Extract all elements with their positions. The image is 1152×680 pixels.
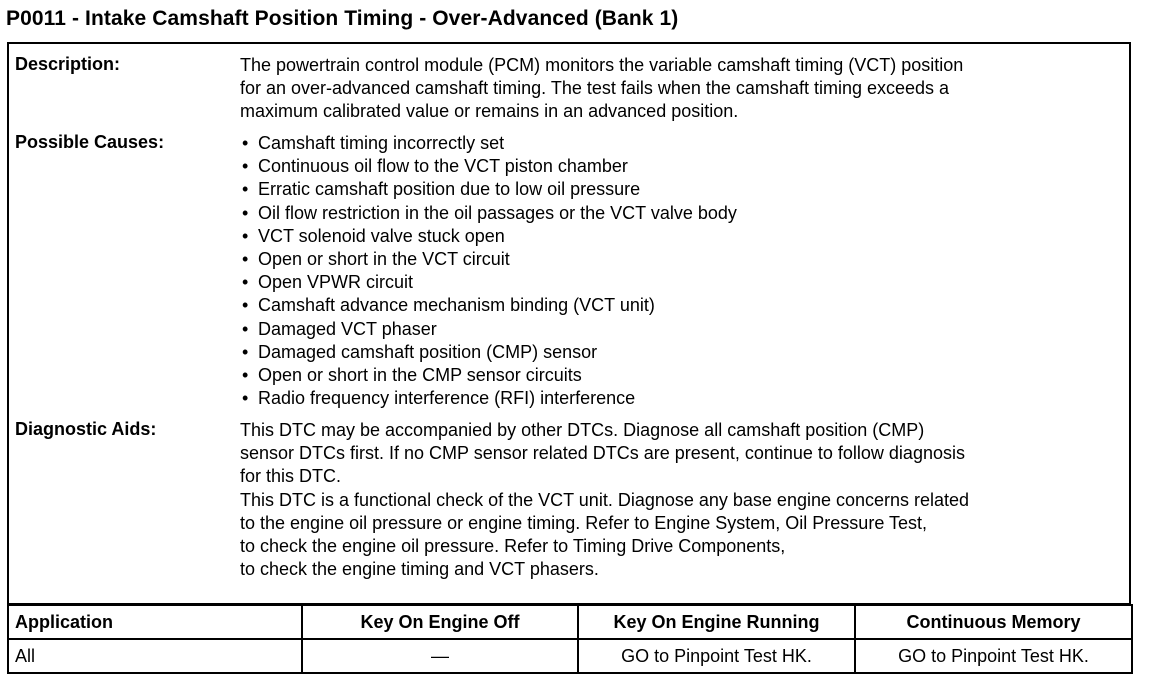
cause-item: • Damaged camshaft position (CMP) sensor <box>240 341 737 364</box>
diagnostic-aids-label: Diagnostic Aids: <box>15 419 157 439</box>
description-line: for an over-advanced camshaft timing. The test fails when the camshaft timing exceeds a <box>240 78 950 99</box>
diagnostic-aids-line: This DTC is a functional check of the VCT unit. Diagnose any base engine concerns related <box>240 489 970 510</box>
diagnostic-aids-line: This DTC may be accompanied by other DTCs. Diagnose all camshaft position (CMP) <box>240 420 925 440</box>
description-line: The powertrain control module (PCM) monitors the variable camshaft timing (VCT) position <box>240 55 964 75</box>
header-key-on-engine-off: Key On Engine Off <box>302 605 578 639</box>
diagnostic-aids-line: to check the engine timing and VCT phasers. <box>240 559 599 580</box>
diagnostic-aids-line: to the engine oil pressure or engine timing. Refer to Engine System, Oil Pressure Test, <box>240 512 928 533</box>
cause-item: • Radio frequency interference (RFI) interference <box>240 387 737 410</box>
description-label: Description: <box>15 54 121 74</box>
header-application: Application <box>8 605 302 639</box>
diagnostic-aids-line: sensor DTCs first. If no CMP sensor related DTCs are present, continue to follow diagnosis <box>240 443 965 464</box>
cause-item: • Damaged VCT phaser <box>240 318 737 341</box>
table-row <box>8 639 1132 673</box>
dtc-info-box <box>7 42 1131 605</box>
possible-causes-list <box>240 132 737 410</box>
diagnostic-aids-line: for this DTC. <box>240 466 342 487</box>
cause-item: • Open VPWR circuit <box>240 271 737 294</box>
header-continuous-memory: Continuous Memory <box>855 605 1132 639</box>
cause-item: • Open or short in the VCT circuit <box>240 248 737 271</box>
cause-item: • VCT solenoid valve stuck open <box>240 225 737 248</box>
cell-continuous-memory: GO to Pinpoint Test HK. <box>855 639 1132 673</box>
page-title: P0011 - Intake Camshaft Position Timing - Over-Advanced (Bank 1) <box>6 7 679 30</box>
description-text <box>240 54 963 124</box>
diagnostic-aids-line: to check the engine oil pressure. Refer to Timing Drive Components, <box>240 536 786 557</box>
test-application-table <box>7 604 1133 674</box>
cause-item: • Camshaft timing incorrectly set <box>240 132 737 155</box>
cause-item: • Open or short in the CMP sensor circuits <box>240 364 737 387</box>
header-key-on-engine-running: Key On Engine Running <box>578 605 855 639</box>
table-header-row <box>8 605 1132 639</box>
cause-item: • Erratic camshaft position due to low oil pressure <box>240 178 737 201</box>
cause-item: • Camshaft advance mechanism binding (VCT unit) <box>240 294 737 317</box>
cause-item: • Oil flow restriction in the oil passages or the VCT valve body <box>240 202 737 225</box>
cause-item: • Continuous oil flow to the VCT piston chamber <box>240 155 737 178</box>
cell-key-on-engine-off: — <box>302 639 578 673</box>
cell-application: All <box>8 639 302 673</box>
diagnostic-aids-text <box>240 419 969 581</box>
description-line: maximum calibrated value or remains in an advanced position. <box>240 101 739 122</box>
cell-key-on-engine-running: GO to Pinpoint Test HK. <box>578 639 855 673</box>
possible-causes-label: Possible Causes: <box>15 132 165 152</box>
